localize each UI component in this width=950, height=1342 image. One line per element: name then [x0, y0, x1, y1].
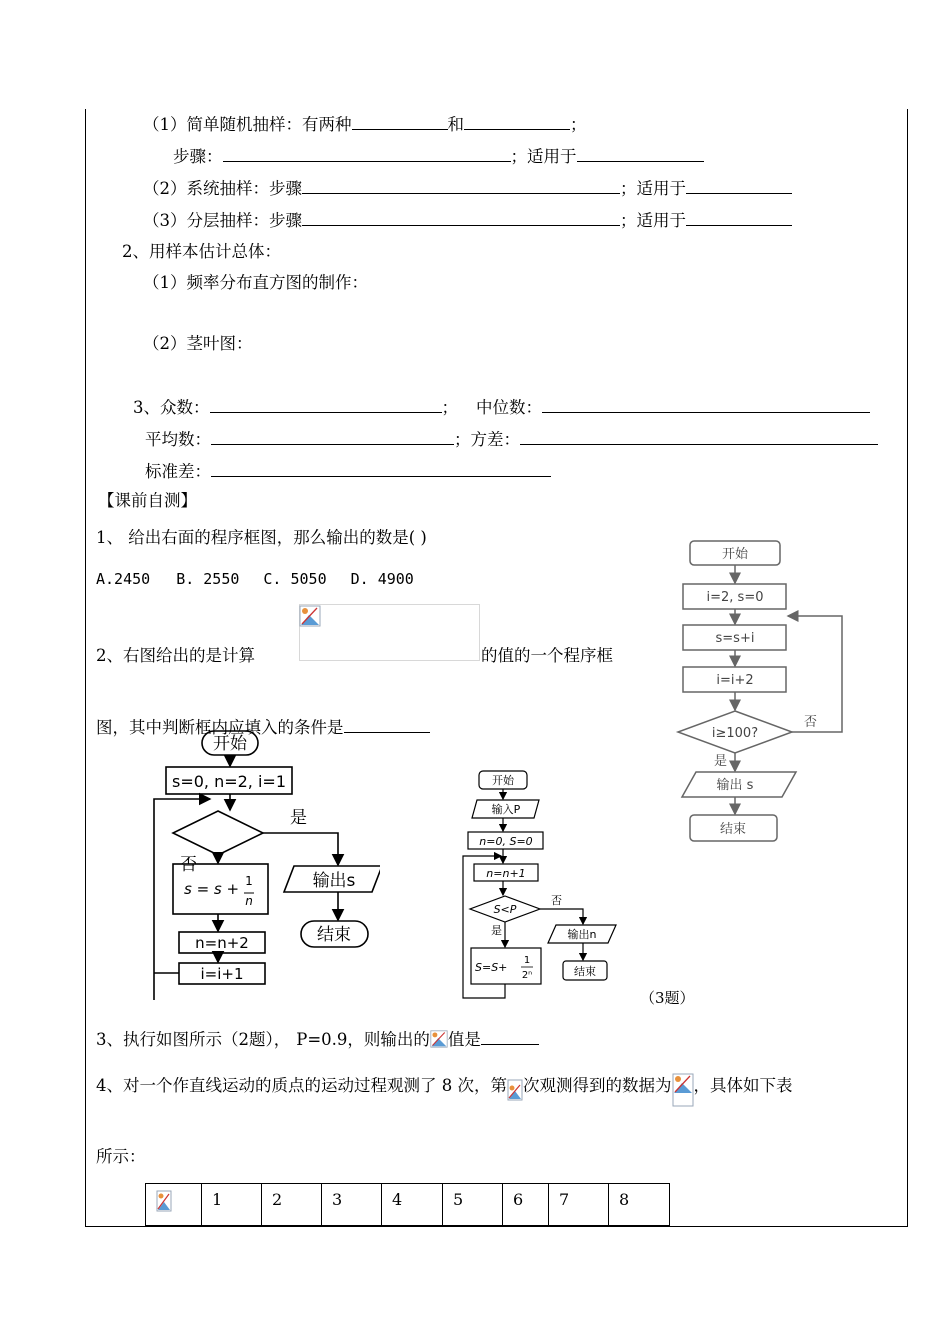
question-4: 4、对一个作直线运动的质点的运动过程观测了 8 次，第 次观测得到的数据为 ，具体如下表: [96, 1073, 793, 1107]
question-2-c: 图，其中判断框内应填入的条件是: [96, 716, 430, 738]
flow3-formula-lhs: S=S+: [475, 961, 508, 974]
table-cell: 3: [322, 1184, 382, 1226]
table-cell: 4: [382, 1184, 443, 1226]
flow1-yes: 是: [714, 754, 728, 769]
blank-field[interactable]: [542, 396, 870, 413]
flow1-init: i=2, s=0: [706, 590, 764, 605]
broken-image-icon: [156, 1190, 172, 1212]
flow2-step-n: n=n+2: [195, 934, 249, 952]
blank-field[interactable]: [223, 145, 511, 162]
flow3-formula-den: 2ⁿ: [521, 970, 533, 981]
flow1-cond: i≥100?: [711, 726, 759, 741]
broken-image-icon: [299, 605, 321, 627]
question-2-a: 2、右图给出的是计算: [96, 646, 255, 665]
flow1-output: 输出 s: [716, 778, 754, 793]
label-3: （3题）: [640, 989, 695, 1007]
blank-field[interactable]: [686, 209, 792, 226]
blank-field[interactable]: [520, 428, 878, 445]
srs-steps-line: 步骤： ；适用于: [173, 145, 704, 167]
flow3-cond: S<P: [493, 903, 517, 916]
flow1-step2: i=i+2: [716, 673, 754, 688]
flow3-init: n=0, S=0: [479, 835, 533, 848]
flowchart-2: [150, 727, 380, 1005]
table-cell: 6: [503, 1184, 549, 1226]
flow2-step-i: i=i+1: [200, 965, 244, 983]
question-2-b: 的值的一个程序框: [481, 646, 613, 665]
flow3-step: n=n+1: [486, 867, 526, 880]
option-b[interactable]: B. 2550: [176, 570, 240, 588]
flow2-formula-den: n: [245, 894, 253, 908]
systematic-line: （2）系统抽样：步骤 ；适用于: [143, 177, 792, 199]
flow2-start: 开始: [213, 734, 247, 754]
flow3-start: 开始: [492, 774, 514, 787]
stemleaf-item: （2）茎叶图：: [143, 334, 253, 353]
srs-line: （1）简单随机抽样：有两种 和 ；: [143, 115, 587, 134]
flow3-end: 结束: [574, 965, 596, 978]
flow1-end: 结束: [719, 822, 747, 837]
question-3: 3、执行如图所示（2题）， P=0.9，则输出的 值是: [96, 1028, 539, 1050]
flowchart-3: [458, 767, 628, 1002]
flowchart-1: [668, 533, 858, 848]
option-a[interactable]: A.2450: [96, 570, 151, 588]
blank-field[interactable]: [211, 428, 454, 445]
blank-field[interactable]: [352, 113, 448, 130]
question-1-options: [96, 569, 414, 589]
question-4-d: 所示：: [96, 1147, 146, 1166]
flow1-start: 开始: [721, 547, 749, 562]
mean-line: 平均数： ；方差：: [145, 428, 878, 450]
formula-image-box: [299, 604, 480, 661]
flow2-formula-num: 1: [245, 874, 253, 888]
blank-field[interactable]: [686, 177, 792, 194]
flow3-no: 否: [551, 894, 562, 907]
flow1-step1: s=s+i: [715, 631, 755, 646]
flow2-yes: 是: [290, 808, 307, 828]
blank-field[interactable]: [302, 209, 620, 226]
flow2-end: 结束: [317, 925, 351, 945]
table-cell: 8: [609, 1184, 670, 1226]
selftest-heading: 【课前自测】: [98, 491, 197, 510]
broken-image-icon: [672, 1073, 694, 1107]
blank-field[interactable]: [211, 460, 551, 477]
option-c[interactable]: C. 5050: [263, 570, 327, 588]
broken-image-icon: [507, 1079, 523, 1101]
blank-field[interactable]: [481, 1028, 539, 1045]
flow3-input: 输入P: [491, 803, 521, 816]
flow3-output: 输出n: [567, 928, 597, 941]
blank-field[interactable]: [210, 396, 442, 413]
histogram-item: （1）频率分布直方图的制作：: [143, 273, 368, 292]
flow2-condition-diamond: [173, 811, 263, 855]
mode-line: 3、众数： ； 中位数：: [133, 396, 870, 418]
flow2-output: 输出s: [312, 871, 356, 891]
flow2-formula-lhs: s = s +: [184, 880, 240, 898]
flow3-formula-num: 1: [523, 955, 531, 966]
stratified-line: （3）分层抽样：步骤 ；适用于: [143, 209, 792, 231]
section2-title: 2、用样本估计总体：: [122, 242, 281, 261]
stddev-line: 标准差：: [145, 460, 551, 482]
question-1: 1、 给出右面的程序框图，那么输出的数是( ): [96, 528, 427, 547]
flow3-yes: 是: [491, 924, 502, 937]
blank-field[interactable]: [464, 113, 570, 130]
table-header-cell: [146, 1184, 202, 1226]
observation-table: [145, 1183, 670, 1226]
blank-field[interactable]: [577, 145, 704, 162]
table-cell: 1: [202, 1184, 262, 1226]
table-cell: 2: [262, 1184, 322, 1226]
flow2-no: 否: [180, 855, 197, 875]
broken-image-icon: [430, 1030, 448, 1048]
table-cell: 7: [549, 1184, 609, 1226]
flow1-no: 否: [804, 715, 818, 730]
option-d[interactable]: D. 4900: [350, 570, 414, 588]
flow2-init: s=0, n=2, i=1: [171, 772, 287, 791]
table-cell: 5: [443, 1184, 503, 1226]
table-row: [146, 1184, 670, 1226]
blank-field[interactable]: [302, 177, 620, 194]
